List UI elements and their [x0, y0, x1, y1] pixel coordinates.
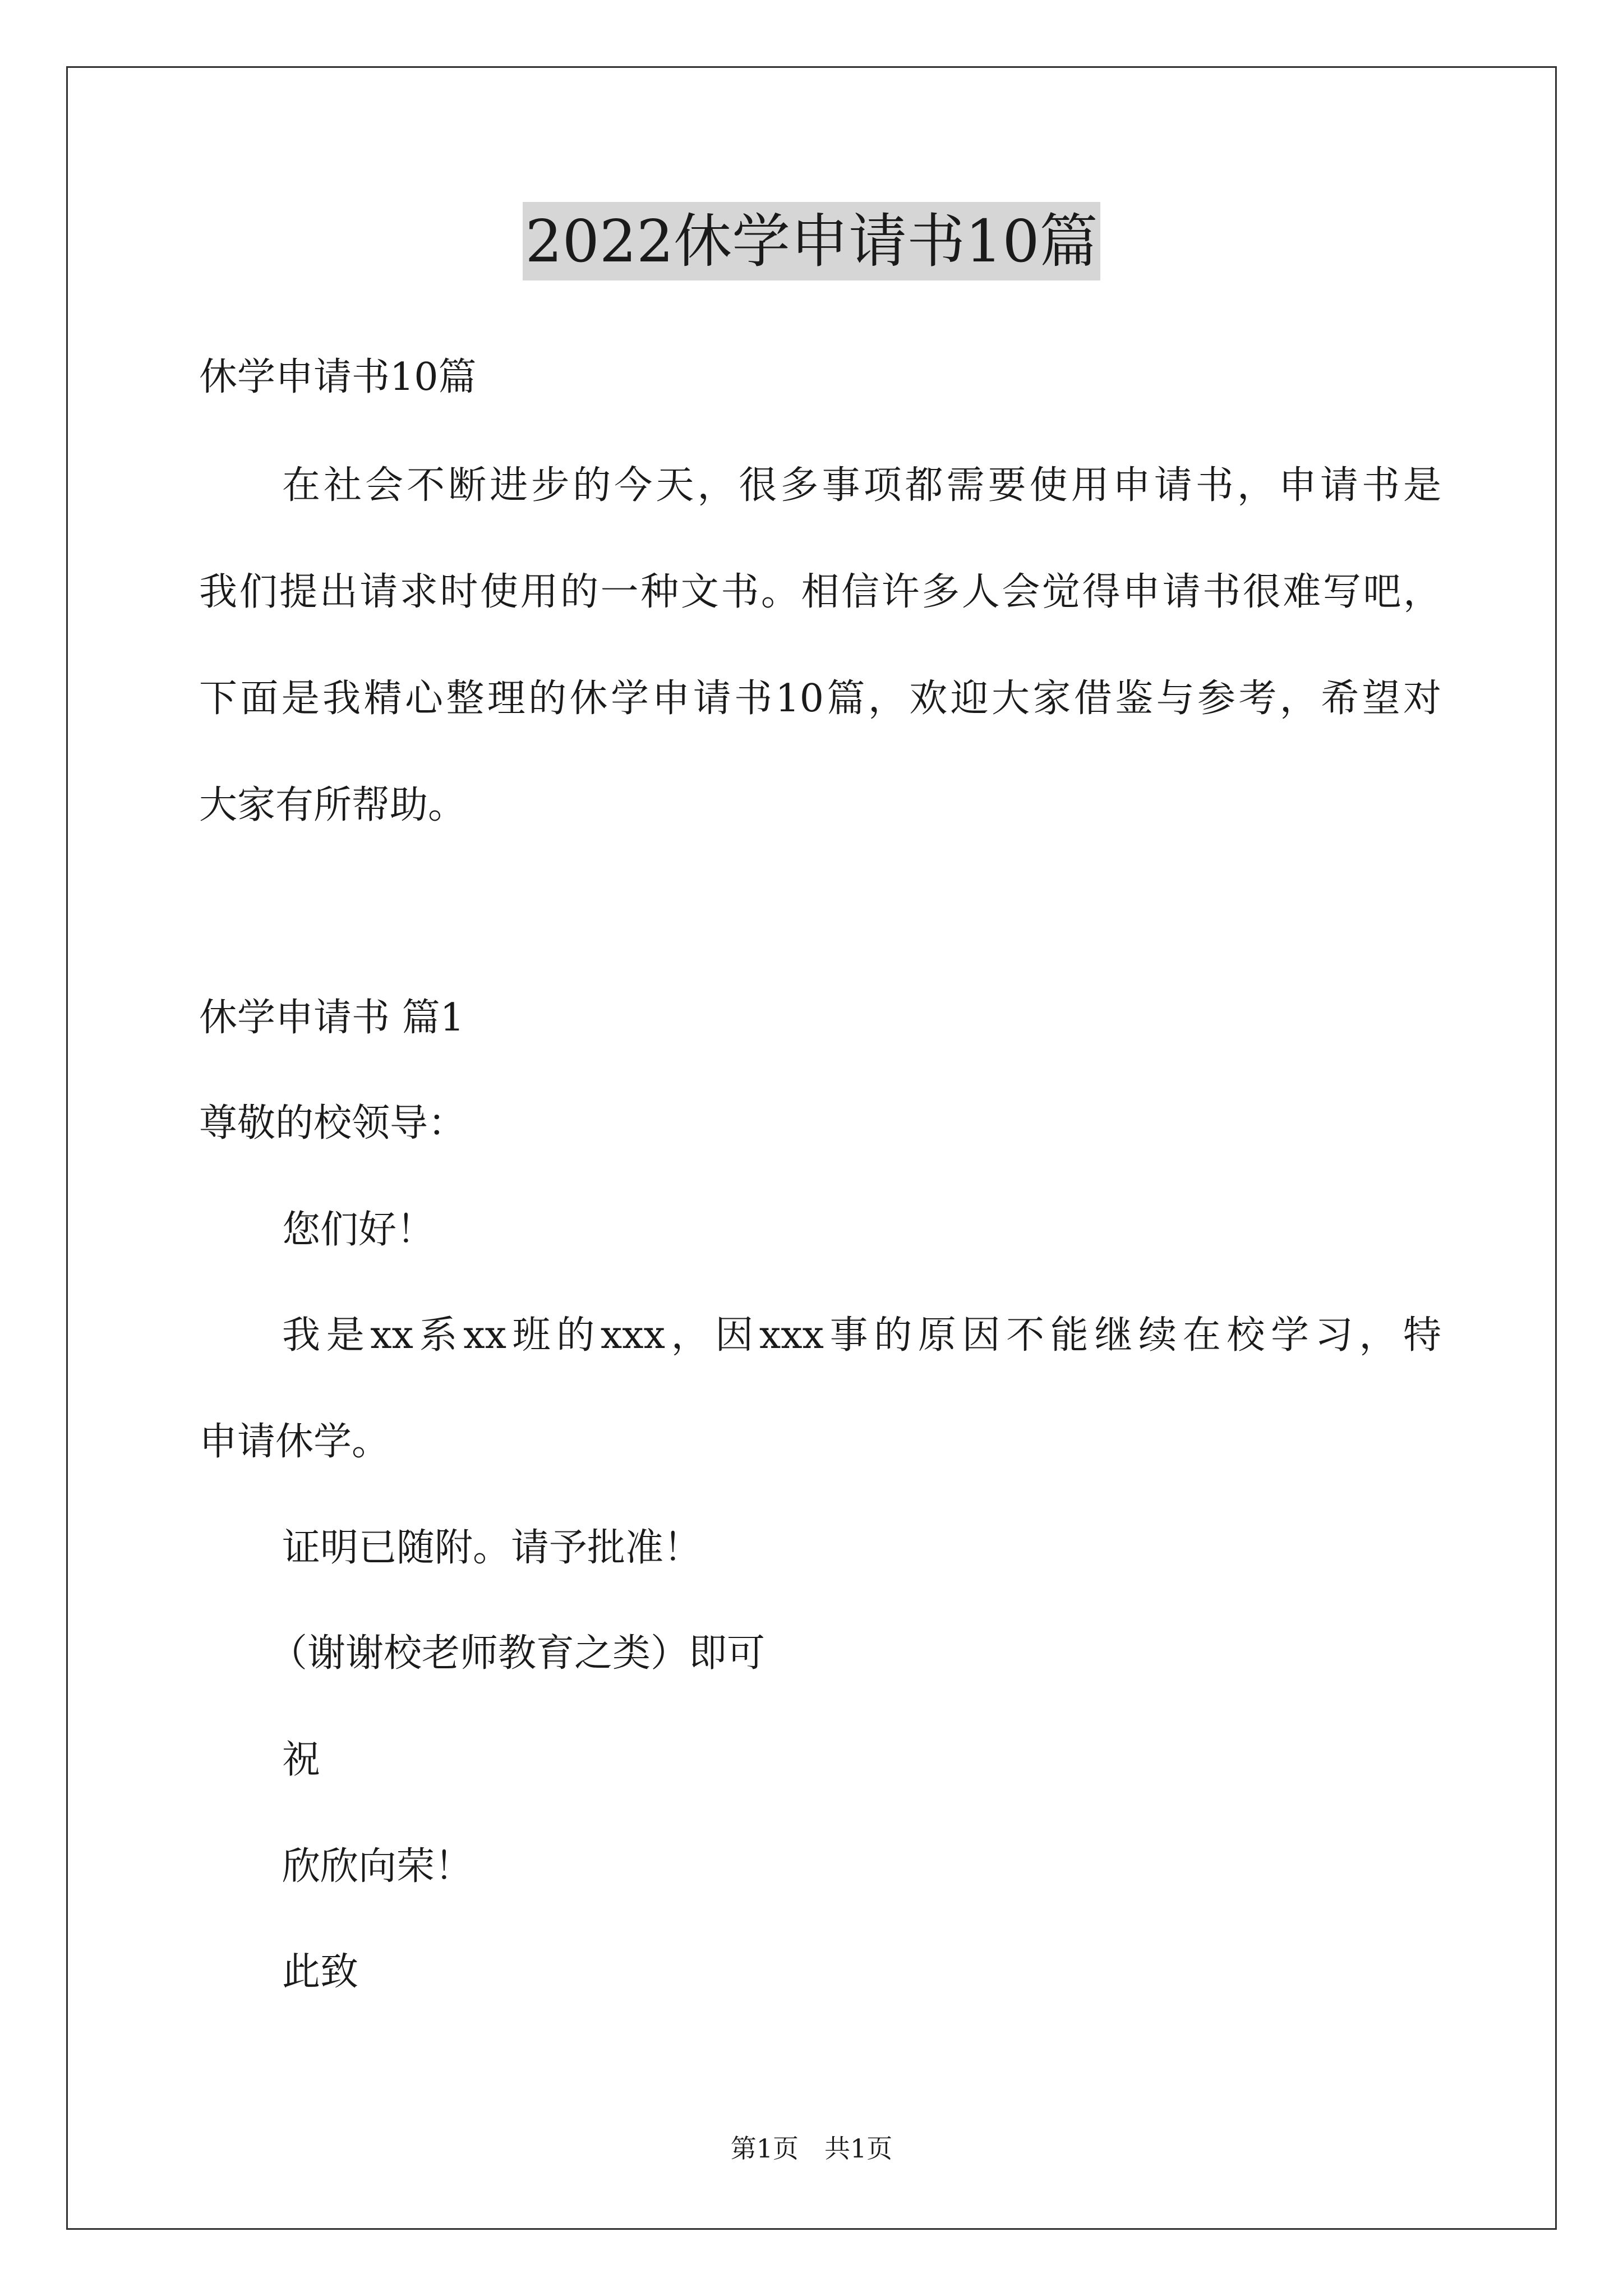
wish-content: 欣欣向荣！ [282, 1844, 473, 1889]
request-paragraph [199, 1309, 1441, 1469]
intro-line: 下面是我精心整理的休学申请书10篇，欢迎大家借鉴与参考，希望对 [199, 677, 1441, 721]
page-footer: 第1页 共1页 [730, 2133, 893, 2164]
title-container [0, 202, 1623, 280]
salutation: 尊敬的校领导： [199, 1101, 467, 1145]
intro-line: 大家有所帮助。 [199, 783, 467, 827]
section-heading: 休学申请书 篇1 [199, 996, 464, 1040]
proof-line: 证明已随附。请予批准！ [282, 1526, 702, 1570]
document-subtitle: 休学申请书10篇 [199, 355, 477, 399]
thanks-note: （谢谢校老师教育之类）即可 [269, 1631, 766, 1676]
request-line: 我是xx系xx班的xxx，因xxx事的原因不能继续在校学习，特 [282, 1313, 1441, 1358]
request-line: 申请休学。 [199, 1420, 390, 1464]
greeting: 您们好！ [282, 1208, 435, 1252]
document-title: 2022休学申请书10篇 [523, 202, 1100, 280]
intro-line: 我们提出请求时使用的一种文书。相信许多人会觉得申请书很难写吧， [199, 570, 1441, 614]
wish-line: 祝 [282, 1738, 321, 1782]
closing-line: 此致 [282, 1950, 359, 1994]
intro-line: 在社会不断进步的今天，很多事项都需要使用申请书，申请书是 [282, 463, 1441, 508]
intro-paragraph [199, 459, 1441, 832]
